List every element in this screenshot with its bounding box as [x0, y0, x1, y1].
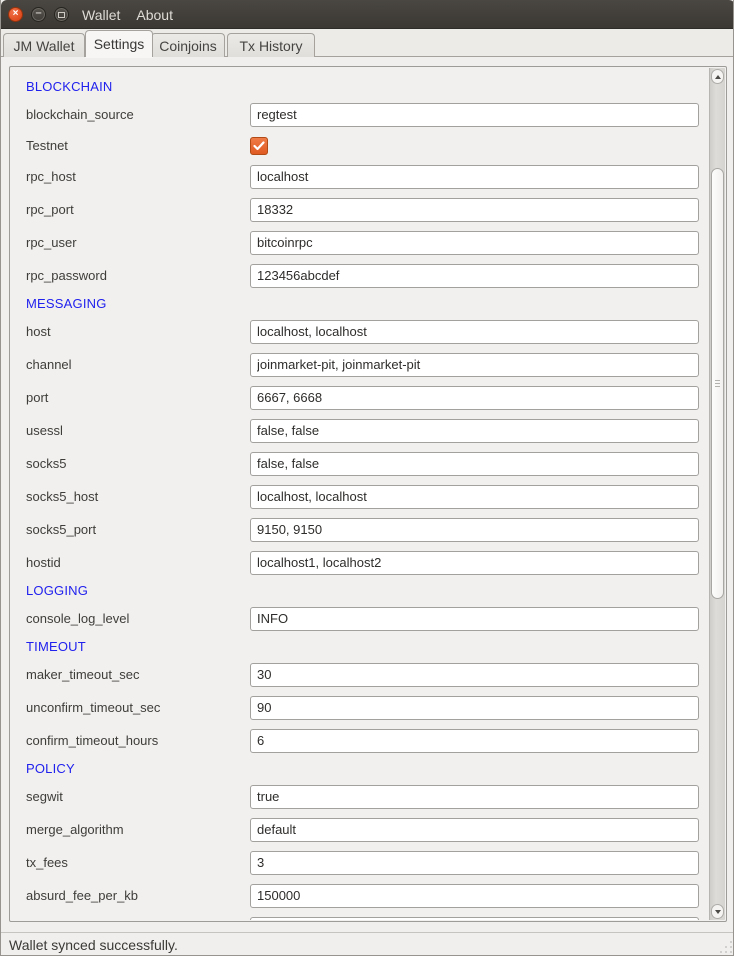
field-row-rpc_user — [26, 226, 708, 259]
menu-wallet[interactable]: Wallet — [82, 6, 121, 23]
tab-jm-wallet[interactable]: JM Wallet — [3, 33, 85, 57]
field-row-rpc_password — [26, 259, 708, 292]
field-row-merge_algorithm — [26, 813, 708, 846]
checkmark-icon — [253, 141, 265, 151]
field-row-clipped — [26, 912, 708, 920]
close-icon: × — [12, 8, 19, 19]
menubar — [80, 0, 175, 29]
field-row-port — [26, 381, 708, 414]
channel-input[interactable] — [250, 353, 699, 377]
rpc_port-input[interactable] — [250, 198, 699, 222]
section-header-timeout: TIMEOUT — [26, 639, 86, 654]
field-row-unconfirm_timeout_sec — [26, 691, 708, 724]
field-row-socks5_port — [26, 513, 708, 546]
blockchain_source-input[interactable] — [250, 103, 699, 127]
field-label-rpc_user: rpc_user — [26, 235, 77, 250]
rpc_host-input[interactable] — [250, 165, 699, 189]
status-message: Wallet synced successfully. — [9, 936, 178, 953]
maker_timeout_sec-input[interactable] — [250, 663, 699, 687]
host-input[interactable] — [250, 320, 699, 344]
scrollbar-grip-icon — [715, 380, 720, 389]
minimize-button[interactable] — [31, 7, 46, 22]
section-header-logging: LOGGING — [26, 583, 89, 598]
field-label-confirm_timeout_hours: confirm_timeout_hours — [26, 733, 159, 748]
maximize-button[interactable] — [54, 7, 69, 22]
field-label-channel: channel — [26, 357, 72, 372]
clipped-input[interactable] — [250, 917, 699, 921]
field-label-socks5_host: socks5_host — [26, 489, 99, 504]
field-label-unconfirm_timeout_sec: unconfirm_timeout_sec — [26, 700, 161, 715]
segwit-input[interactable] — [250, 785, 699, 809]
unconfirm_timeout_sec-input[interactable] — [250, 696, 699, 720]
field-row-Testnet — [26, 131, 708, 160]
scroll-up-button[interactable] — [711, 69, 724, 84]
minimize-icon: – — [35, 6, 42, 19]
tab-bar — [1, 29, 734, 57]
section-header-messaging: MESSAGING — [26, 296, 107, 311]
field-row-usessl — [26, 414, 708, 447]
tab-settings[interactable]: Settings — [85, 30, 153, 57]
console_log_level-input[interactable] — [250, 607, 699, 631]
absurd_fee_per_kb-input[interactable] — [250, 884, 699, 908]
field-label-segwit: segwit — [26, 789, 63, 804]
field-row-rpc_host — [26, 160, 708, 193]
field-label-host: host — [26, 324, 51, 339]
field-row-rpc_port — [26, 193, 708, 226]
hostid-input[interactable] — [250, 551, 699, 575]
field-label-maker_timeout_sec: maker_timeout_sec — [26, 667, 140, 682]
rpc_password-input[interactable] — [250, 264, 699, 288]
field-label-socks5_port: socks5_port — [26, 522, 97, 537]
confirm_timeout_hours-input[interactable] — [250, 729, 699, 753]
field-row-channel — [26, 348, 708, 381]
field-row-hostid — [26, 546, 708, 579]
vertical-scrollbar[interactable] — [709, 68, 725, 920]
scrollbar-thumb[interactable] — [711, 168, 724, 599]
field-row-console_log_level — [26, 602, 708, 635]
usessl-input[interactable] — [250, 419, 699, 443]
field-row-socks5_host — [26, 480, 708, 513]
rpc_user-input[interactable] — [250, 231, 699, 255]
arrow-down-icon — [715, 910, 721, 914]
field-label-tx_fees: tx_fees — [26, 855, 68, 870]
field-label-rpc_port: rpc_port — [26, 202, 74, 217]
scroll-viewport — [11, 67, 708, 920]
field-row-confirm_timeout_hours — [26, 724, 708, 757]
socks5-input[interactable] — [250, 452, 699, 476]
arrow-up-icon — [715, 75, 721, 79]
socks5_port-input[interactable] — [250, 518, 699, 542]
socks5_host-input[interactable] — [250, 485, 699, 509]
field-row-maker_timeout_sec — [26, 658, 708, 691]
field-label-port: port — [26, 390, 49, 405]
titlebar — [1, 0, 734, 29]
menu-about[interactable]: About — [136, 6, 173, 23]
field-row-segwit — [26, 780, 708, 813]
field-row-tx_fees — [26, 846, 708, 879]
settings-form — [11, 67, 708, 920]
tab-coinjoins[interactable]: Coinjoins — [151, 33, 225, 57]
field-label-socks5: socks5 — [26, 456, 67, 471]
field-label-usessl: usessl — [26, 423, 63, 438]
field-label-absurd_fee_per_kb: absurd_fee_per_kb — [26, 888, 139, 903]
tx_fees-input[interactable] — [250, 851, 699, 875]
settings-scroll-area — [9, 66, 727, 922]
section-header-policy: POLICY — [26, 761, 75, 776]
field-label-merge_algorithm: merge_algorithm — [26, 822, 124, 837]
settings-pane — [1, 57, 734, 932]
field-row-absurd_fee_per_kb — [26, 879, 708, 912]
field-label-hostid: hostid — [26, 555, 61, 570]
tab-tx-history[interactable]: Tx History — [227, 33, 315, 57]
close-button[interactable] — [8, 7, 23, 22]
scroll-down-button[interactable] — [711, 904, 724, 919]
section-header-blockchain: BLOCKCHAIN — [26, 79, 113, 94]
port-input[interactable] — [250, 386, 699, 410]
testnet-checkbox[interactable] — [250, 137, 268, 155]
field-row-socks5 — [26, 447, 708, 480]
status-bar — [1, 932, 734, 956]
maximize-icon — [58, 12, 65, 18]
field-row-host — [26, 315, 708, 348]
field-row-blockchain_source — [26, 98, 708, 131]
field-label-Testnet: Testnet — [26, 138, 68, 153]
merge_algorithm-input[interactable] — [250, 818, 699, 842]
field-label-rpc_host: rpc_host — [26, 169, 76, 184]
field-label-blockchain_source: blockchain_source — [26, 107, 134, 122]
field-label-console_log_level: console_log_level — [26, 611, 130, 626]
resize-grip[interactable] — [720, 941, 732, 953]
field-label-rpc_password: rpc_password — [26, 268, 107, 283]
